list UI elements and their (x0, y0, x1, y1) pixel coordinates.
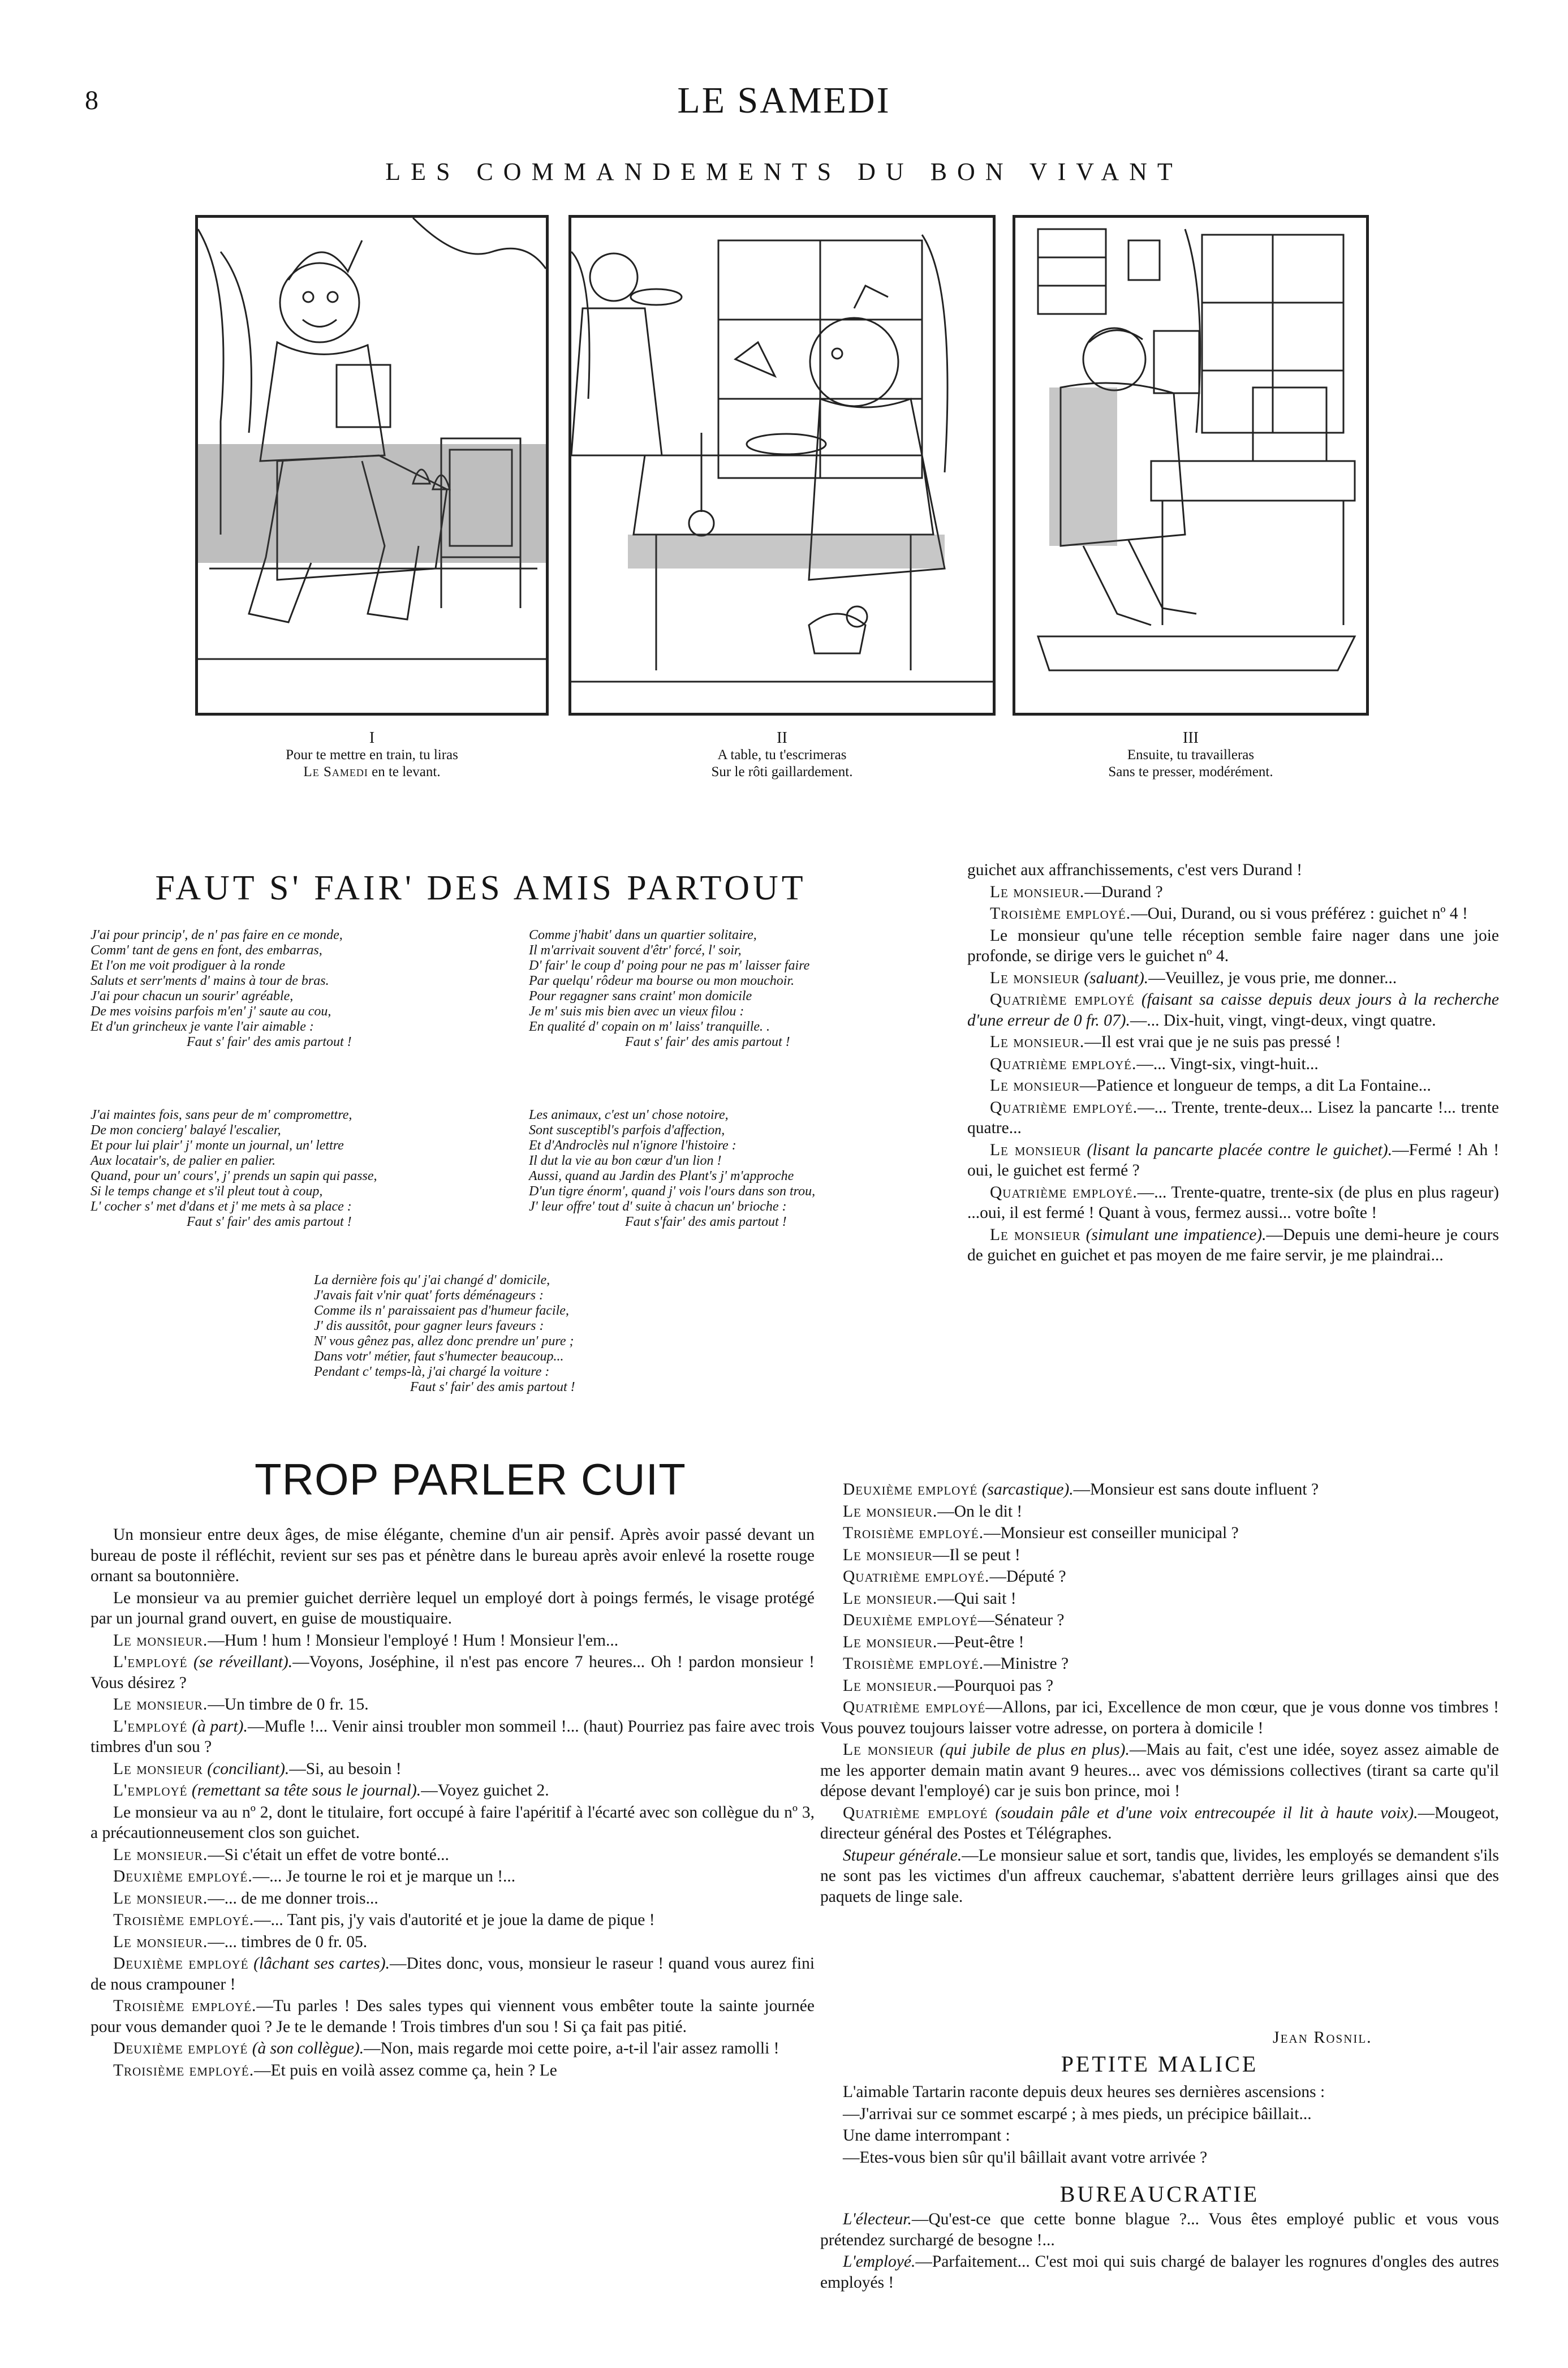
paragraph-text: L'aimable Tartarin raconte depuis deux heures ses dernières ascensions : (843, 2083, 1325, 2101)
paragraph-text: —Oui, Durand, ou si vous préférez : guichet nº 4 ! (1131, 905, 1468, 923)
speaker-name: L'employé (113, 1781, 188, 1799)
paragraph (820, 2147, 1499, 2168)
paragraph (820, 1632, 1499, 1653)
poem-line: Les animaux, c'est un' chose notoire, (529, 1108, 729, 1122)
paragraph-text: —Hum ! hum ! Monsieur l'employé ! Hum ! Monsieur l'em... (208, 1631, 619, 1650)
panel-1-caption-line1: Pour te mettre en train, tu liras (286, 747, 458, 763)
speaker-name: Le monsieur. (113, 1889, 208, 1908)
paragraph-text: —Tu parles ! Des sales types qui viennent vous embêter toute la sainte journée pour vous demander quoi ? Je te le demande ! Trois timbres d'un sou ! Si ça fait pas pitié. (91, 1997, 815, 2036)
paragraph (820, 2125, 1499, 2146)
panel-1-caption-line2: Le Samedi en te levant. (303, 764, 441, 780)
paragraph (967, 860, 1499, 881)
paragraph-text: —Ministre ? (984, 1655, 1069, 1673)
poem-line: Il m'arrivait souvent d'êtr' forcé, l' soir, (529, 943, 742, 958)
poem-line: J'ai pour chacun un sourir' agréable, (91, 989, 294, 1004)
poem-line: Dans votr' métier, faut s'humecter beaucoup... (314, 1349, 564, 1364)
paragraph-text: —... timbres de 0 fr. 05. (208, 1932, 368, 1951)
paragraph-text: —... Trente, trente-deux... Lisez la pancarte !... trente quatre... (967, 1098, 1499, 1137)
poem-line: Comme j'habit' dans un quartier solitaire, (529, 928, 757, 942)
speaker-name: Quatrième employé. (990, 1054, 1137, 1073)
paragraph-text: —Voyons, Joséphine, il n'est pas encore 7 heures... Oh ! pardon monsieur ! Vous désirez ? (91, 1653, 815, 1692)
story-column-right-top (967, 860, 1499, 1267)
paragraph (820, 1740, 1499, 1802)
paragraph-text: —On le dit ! (937, 1502, 1023, 1521)
stage-direction: (soudain pâle et d'une voix entrecoupée il lit à haute voix). (988, 1803, 1418, 1822)
paragraph (820, 1479, 1499, 1500)
speaker-name: Deuxième employé (113, 1954, 249, 1973)
paragraph-text: —Veuillez, je vous prie, me donner... (1148, 968, 1397, 987)
paragraph (967, 1032, 1499, 1053)
paragraph (91, 2038, 815, 2059)
paragraph-text: —Non, mais regarde moi cette poire, a-t-il l'air assez ramolli ! (364, 2039, 779, 2057)
poem-line: Pour regagner sans craint' mon domicile (529, 989, 752, 1004)
poem-line: D'un tigre énorm', quand j' vois l'ours dans son trou, (529, 1184, 816, 1199)
paragraph (820, 2251, 1499, 2293)
poem-line: Il dut la vie au bon cœur d'un lion ! (529, 1153, 722, 1168)
story-column-right-bottom (820, 1479, 1499, 1908)
paragraph (820, 1610, 1499, 1631)
paragraph (967, 1225, 1499, 1266)
poem-line: Pendant c' temps-là, j'ai chargé la voiture : (314, 1364, 550, 1379)
paragraph (820, 1803, 1499, 1844)
poem-line: Faut s' fair' des amis partout ! (625, 1035, 790, 1049)
paragraph-text: —Pourquoi pas ? (937, 1676, 1054, 1695)
speaker-name: Troisième employé. (113, 1997, 257, 2015)
page-number: 8 (85, 85, 98, 115)
poem-stanza-5 (314, 1273, 721, 1395)
paragraph-text: —... Trente-quatre, trente-six (de plus en plus rageur) ...oui, il est fermé ! Quant à vous, fermez aussi... votre boîte ! (967, 1183, 1499, 1222)
stage-direction: (simulant une impatience). (1080, 1225, 1267, 1244)
paragraph (91, 2060, 815, 2081)
stage-direction: (se réveillant). (187, 1653, 293, 1671)
paragraph (967, 1182, 1499, 1224)
paragraph (967, 968, 1499, 989)
poem-stanza-4 (529, 1108, 902, 1230)
paragraph-text: —Allons, par ici, Excellence de mon cœur, que je vous donne vos timbres ! Vous pouvez toujours laisser votre adresse, on portera à domicile ! (820, 1698, 1499, 1737)
stage-direction: (sarcastique). (977, 1480, 1074, 1499)
poem-line: Faut s'fair' des amis partout ! (625, 1215, 787, 1229)
speaker-name: Quatrième employé. (843, 1568, 990, 1586)
panel-1-caption (195, 730, 549, 781)
speaker-name: Le monsieur. (843, 1502, 938, 1521)
poem-line: L' cocher s' met d'dans et j' me mets à sa place : (91, 1199, 352, 1214)
illustration-panel-2 (568, 215, 996, 716)
paragraph (820, 1545, 1499, 1566)
paragraph-text: —Le monsieur salue et sort, tandis que, livides, les employés se demandent s'ils ne sont pas les victimes d'un affreux cauchemar, s'abattent derrière leurs grillages ainsi que des paquets de linge sale. (820, 1846, 1499, 1906)
panel-3-caption-line2: Sans te presser, modérément. (1108, 764, 1273, 780)
paragraph (91, 1652, 815, 1693)
poem-line: D' fair' le coup d' poing pour ne pas m' laisser faire (529, 958, 810, 973)
man-working-at-desk-illustration (1015, 218, 1366, 713)
story-title: TROP PARLER CUIT (255, 1454, 686, 1504)
paragraph-text: —J'arrivai sur ce sommet escarpé ; à mes pieds, un précipice bâillait... (843, 2104, 1312, 2123)
masthead: LE SAMEDI (677, 80, 891, 121)
paragraph-text: Le monsieur va au nº 2, dont le titulaire, fort occupé à faire l'apéritif à l'écarté avec son collègue du nº 3, a précautionneusement clos son guichet. (91, 1803, 815, 1842)
man-dining-with-servant-illustration (571, 218, 993, 713)
speaker-name: L'employé (113, 1717, 188, 1736)
poem-line: J'ai maintes fois, sans peur de m' compromettre, (91, 1108, 352, 1122)
paragraph (91, 1910, 815, 1931)
poem-stanza-1 (91, 928, 464, 1050)
speaker-name: Le monsieur. (990, 882, 1085, 901)
panel-3-caption-line1: Ensuite, tu travailleras (1127, 747, 1255, 763)
poem-line: De mon concierg' balayé l'escalier, (91, 1123, 281, 1138)
poem-line: J'avais fait v'nir quat' forts déménageurs : (314, 1288, 544, 1303)
stage-direction: (saluant). (1079, 968, 1149, 987)
stage-direction: Stupeur générale. (843, 1846, 962, 1865)
speaker-name: Troisième employé. (843, 1655, 984, 1673)
paragraph-text: —Dites donc, vous, monsieur le raseur ! quand vous aurez fini de nous crampouner ! (91, 1954, 815, 1994)
poem-line: Si le temps change et s'il pleut tout à coup, (91, 1184, 323, 1199)
petite-malice-title: PETITE MALICE (1061, 2051, 1259, 2077)
speaker-name: Le monsieur (990, 1140, 1082, 1159)
panel-2-caption (568, 730, 996, 781)
stage-direction: (à part). (187, 1717, 248, 1736)
panel-1-number: I (369, 729, 375, 747)
paragraph-text: —... Tant pis, j'y vais d'autorité et je joue la dame de pique ! (254, 1911, 655, 1929)
speaker-name: Le monsieur (843, 1545, 933, 1564)
paragraph-text: —Mougeot, directeur général des Postes et Télégraphes. (820, 1803, 1499, 1842)
speaker-name: Le monsieur. (113, 1845, 208, 1864)
poem-line: En qualité d' copain on m' laiss' tranquille. . (529, 1019, 770, 1034)
stage-direction: (conciliant). (203, 1759, 290, 1778)
paragraph (91, 1780, 815, 1801)
speaker-name: Le monsieur (990, 1225, 1081, 1244)
panel-2-caption-line1: A table, tu t'escrimeras (717, 747, 847, 763)
speaker-name: Le monsieur. (990, 1033, 1085, 1051)
speaker-name: Le monsieur (990, 968, 1080, 987)
poem-line: Je m' suis mis bien avec un vieux filou : (529, 1004, 744, 1019)
paragraph-text: —... de me donner trois... (208, 1889, 378, 1908)
paragraph (967, 1054, 1499, 1075)
poem-line: Par quelqu' rôdeur ma bourse ou mon mouchoir. (529, 974, 795, 988)
bureaucratie-title: BUREAUCRATIE (1059, 2181, 1260, 2207)
panel-3-number: III (1183, 729, 1199, 747)
stage-direction: L'employé. (843, 2253, 916, 2271)
speaker-name: Le monsieur (113, 1759, 203, 1778)
poem-line: Et l'on me voit prodiguer à la ronde (91, 958, 285, 973)
paragraph (91, 1866, 815, 1887)
paragraph (967, 1140, 1499, 1181)
poem-line: Quand, pour un' cours', j' prends un sapin qui passe, (91, 1169, 377, 1183)
speaker-name: Le monsieur (990, 1077, 1080, 1095)
speaker-name: L'employé (113, 1653, 188, 1671)
paragraph (967, 1097, 1499, 1139)
paragraph-text: —... Dix-huit, vingt, vingt-deux, vingt quatre. (1130, 1011, 1436, 1030)
paragraph-text: —Député ? (989, 1568, 1066, 1586)
paragraph-text: —Un timbre de 0 fr. 15. (208, 1695, 369, 1713)
speaker-name: Quatrième employé. (990, 1183, 1138, 1202)
paragraph (91, 1588, 815, 1629)
paragraph (91, 1802, 815, 1844)
poem-line: La dernière fois qu' j'ai changé d' domicile, (314, 1273, 550, 1288)
panel-2-caption-line2: Sur le rôti gaillardement. (711, 764, 853, 780)
poem-line: J' leur offre' tout d' suite à chacun un' brioche : (529, 1199, 787, 1214)
paragraph-text: Une dame interrompant : (843, 2126, 1010, 2145)
speaker-name: Deuxième employé (113, 2039, 248, 2057)
stage-direction: L'électeur. (843, 2210, 912, 2228)
paragraph (820, 1588, 1499, 1609)
stage-direction: (lisant la pancarte placée contre le guichet). (1081, 1140, 1393, 1159)
poem-line: Aux locatair's, de palier en palier. (91, 1153, 276, 1168)
paragraph-text: —Il se peut ! (932, 1545, 1020, 1564)
paragraph (820, 2082, 1499, 2103)
speaker-name: Le monsieur. (113, 1695, 208, 1713)
speaker-name: Le monsieur. (843, 1633, 938, 1651)
poem-line: Aussi, quand au Jardin des Plant's j' m'approche (529, 1169, 794, 1183)
paragraph (820, 2209, 1499, 2250)
speaker-name: Le monsieur. (113, 1631, 208, 1650)
paragraph-text: —Monsieur est conseiller municipal ? (984, 1524, 1239, 1542)
poem-line: Et pour lui plair' j' monte un journal, un' lettre (91, 1138, 344, 1153)
paragraph (91, 1525, 815, 1587)
paragraph-text: —... Je tourne le roi et je marque un !... (252, 1867, 516, 1885)
paragraph (967, 1075, 1499, 1096)
paragraph-text: —Sénateur ? (977, 1611, 1065, 1629)
paragraph-text: —Durand ? (1084, 882, 1163, 901)
paragraph (91, 1845, 815, 1866)
paragraph-text: —Mufle !... Venir ainsi troubler mon sommeil !... (haut) Pourriez pas faire avec trois timbres d'un sou ? (91, 1717, 815, 1756)
paragraph-text: guichet aux affranchissements, c'est vers Durand ! (967, 861, 1303, 879)
poem-line: Comme ils n' paraissaient pas d'humeur facile, (314, 1303, 569, 1318)
speaker-name: Troisième employé. (843, 1524, 984, 1542)
speaker-name: Troisième employé. (113, 2061, 255, 2079)
paragraph (91, 1953, 815, 1995)
author-signature: Jean Rosnil. (1273, 2028, 1372, 2047)
poem-line: Sont susceptibl's parfois d'affection, (529, 1123, 725, 1138)
paragraph-text: —Et puis en voilà assez comme ça, hein ? Le (254, 2061, 557, 2079)
poem-stanza-3 (91, 1108, 464, 1230)
speaker-name: Quatrième employé (843, 1803, 988, 1822)
paragraph (820, 1523, 1499, 1544)
illustration-panel-1 (195, 215, 549, 716)
paragraph (820, 2104, 1499, 2125)
paragraph (91, 1759, 815, 1780)
speaker-name: Le monsieur. (843, 1676, 938, 1695)
paragraph (91, 1932, 815, 1953)
paragraph-text: —Parfaitement... C'est moi qui suis chargé de balayer les rognures d'ongles des autres employés ! (820, 2253, 1499, 2292)
paragraph (820, 1676, 1499, 1697)
paragraph-text: —Depuis une demi-heure je cours de guichet en guichet et pas moyen de me faire servir, je me plaindrai... (967, 1225, 1499, 1264)
petite-malice-body (820, 2082, 1499, 2169)
bureaucratie-body (820, 2209, 1499, 2294)
paragraph-text: —Si, au besoin ! (289, 1759, 402, 1778)
speaker-name: Deuxième employé. (113, 1867, 253, 1885)
poem-line: J' dis aussitôt, pour gagner leurs faveurs : (314, 1319, 544, 1333)
poem-line: De mes voisins parfois m'en' j' saute au cou, (91, 1004, 331, 1019)
speaker-name: Quatrième employé (843, 1698, 986, 1716)
speaker-name: Deuxième employé (843, 1480, 978, 1499)
paragraph (91, 1888, 815, 1909)
paragraph (967, 925, 1499, 967)
illustration-panel-3 (1013, 215, 1369, 716)
paragraph (820, 1845, 1499, 1908)
stage-direction: (à son collègue). (248, 2039, 364, 2057)
poem-line: Faut s' fair' des amis partout ! (187, 1035, 352, 1049)
paragraph-text: —Si c'était un effet de votre bonté... (208, 1845, 449, 1864)
paragraph (91, 1630, 815, 1651)
poem-line: Et d'Androclès nul n'ignore l'histoire : (529, 1138, 736, 1153)
poem-stanza-2 (529, 928, 902, 1050)
poem-line: J'ai pour princip', de n' pas faire en ce monde, (91, 928, 343, 942)
paragraph (91, 1996, 815, 2037)
speaker-name: Troisième employé. (113, 1911, 255, 1929)
paragraph (820, 1654, 1499, 1674)
paragraph-text: Un monsieur entre deux âges, de mise élégante, chemine d'un air pensif. Après avoir passé devant un bureau de poste il réfléchit, revient sur ses pas et pénètre dans le bureau après avoir enlevé la rosette rouge ornant sa boutonnière. (91, 1526, 815, 1585)
speaker-name: Quatrième employé. (990, 1098, 1138, 1117)
paragraph-text: —Qu'est-ce que cette bonne blague ?... Vous êtes employé public et vous vous prétendez surchargé de besogne !... (820, 2210, 1499, 2249)
paragraph (820, 1566, 1499, 1587)
panel-2-number: II (777, 729, 787, 747)
poem-line: Faut s' fair' des amis partout ! (187, 1215, 352, 1229)
speaker-name: Le monsieur. (843, 1589, 938, 1608)
speaker-name: Deuxième employé (843, 1611, 978, 1629)
speaker-name: Le monsieur (843, 1741, 934, 1759)
speaker-name: Quatrième employé (990, 991, 1135, 1009)
poem-line: Comm' tant de gens en font, des embarras, (91, 943, 322, 958)
story-column-left (91, 1525, 815, 2082)
paragraph-text: —... Vingt-six, vingt-huit... (1136, 1054, 1319, 1073)
paragraph-text: —Patience et longueur de temps, a dit La Fontaine... (1079, 1077, 1431, 1095)
paragraph (91, 1716, 815, 1758)
paragraph (967, 989, 1499, 1031)
paragraph (967, 882, 1499, 903)
paragraph-text: —Peut-être ! (937, 1633, 1024, 1651)
stage-direction: (lâchant ses cartes). (248, 1954, 390, 1973)
paragraph-text: —Fermé ! Ah ! oui, le guichet est fermé ? (967, 1140, 1500, 1179)
stage-direction: (qui jubile de plus en plus). (934, 1741, 1130, 1759)
stage-direction: (faisant sa caisse depuis deux jours à la recherche d'une erreur de 0 fr. 07). (967, 991, 1499, 1030)
paragraph (820, 1501, 1499, 1522)
paragraph (820, 1697, 1499, 1738)
poem-line: Faut s' fair' des amis partout ! (410, 1380, 575, 1394)
poem-title: FAUT S' FAIR' DES AMIS PARTOUT (155, 869, 807, 907)
paragraph-text: —Etes-vous bien sûr qu'il bâillait avant votre arrivée ? (843, 2148, 1208, 2167)
paragraph-text: Le monsieur va au premier guichet derrière lequel un employé dort à poings fermés, le visage protégé par un journal grand ouvert, en guise de moustiquaire. (91, 1588, 815, 1628)
poem-line: Et d'un grincheux je vante l'air aimable : (91, 1019, 314, 1034)
paragraph-text: —Voyez guichet 2. (421, 1781, 549, 1799)
stage-direction: (remettant sa tête sous le journal). (187, 1781, 421, 1799)
poem-line: N' vous gênez pas, allez donc prendre un' pure ; (314, 1334, 574, 1349)
paragraph (91, 1694, 815, 1715)
paragraph-text: —Il est vrai que je ne suis pas pressé ! (1084, 1033, 1341, 1051)
panel-3-caption (1013, 730, 1369, 781)
poem-line: Saluts et serr'ments d' mains à tour de bras. (91, 974, 329, 988)
series-title: LES COMMANDEMENTS DU BON VIVANT (385, 158, 1183, 186)
paragraph-text: —Monsieur est sans doute influent ? (1073, 1480, 1319, 1499)
paragraph-text: —Qui sait ! (937, 1589, 1016, 1608)
speaker-name: Troisième employé. (990, 905, 1131, 923)
paragraph-text: Le monsieur qu'une telle réception semble faire nager dans une joie profonde, se dirige vers le guichet nº 4. (967, 926, 1499, 965)
speaker-name: Le monsieur. (113, 1932, 208, 1951)
paragraph (967, 903, 1499, 924)
man-reading-newspaper-illustration (198, 218, 546, 713)
paragraph-text: —Mais au fait, c'est une idée, soyez assez aimable de me les apporter demain matin avant 9 heures... avec vos démissions collectives (tirant sa carte qu'il dépose devant l'employé) car je suis bon prince, moi ! (820, 1741, 1499, 1800)
